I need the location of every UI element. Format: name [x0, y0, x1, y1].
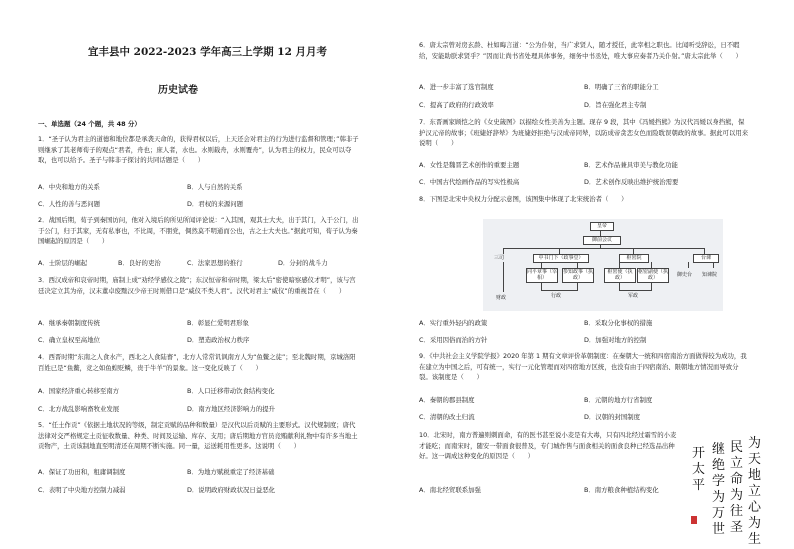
- option: C．确立皇权至高地位: [38, 336, 100, 344]
- calligraphy-column: 开 太 平: [691, 446, 705, 493]
- option: A．士阶层的崛起: [38, 259, 88, 267]
- option: B．良好的吏治: [118, 259, 161, 267]
- diagram-junzheng: 军政: [628, 293, 639, 299]
- diagram-shumifushi: 枢密副使（执政）: [638, 269, 669, 281]
- exam-title: 宜丰县中 2022-2023 学年高三上学期 12 月月考: [88, 46, 328, 58]
- option: C．人性的善与恶问题: [38, 200, 100, 208]
- option: B．彰显仁爱明君形象: [187, 319, 249, 327]
- diagram-shumiyuan: 枢密院: [619, 254, 649, 263]
- right-page: [397, 0, 794, 549]
- diagram-yushitai: 御史台: [677, 272, 693, 278]
- question-1: 1．“圣子认为君主的道德和地位都是承袭天命的，获得君权以后，上天还会对君主的行为进行监督和管理；”韩非子则继承了其老师荀子的观点“君者，舟也；庶人者，水也。水则载舟，水则覆舟”，认为君主的权力，民众可以夺取，也可以给予。圣子与韩非子探讨的共同话题是（ ）: [38, 135, 359, 165]
- option: B．人口迁移带动饮食结构变化: [187, 387, 275, 395]
- option: D．南方地区经济影响力的提升: [187, 405, 275, 413]
- option: A．中央和地方的关系: [38, 183, 100, 191]
- calligraphy-image: [685, 436, 765, 547]
- question-8: 8．下图是北宋中央权力分配示意图，该图集中体现了北宋统治者（ ）: [419, 195, 628, 203]
- option: A．进一步丰富了选官制度: [419, 83, 494, 91]
- option: A．国家经济重心转移至南方: [38, 387, 120, 395]
- diagram-xingzheng: 行政: [551, 293, 562, 299]
- option: C．表明了中央地方控制力减弱: [38, 486, 126, 494]
- question-10: 10．北宋时，南方普遍则刺面命，有的医书甚至说小麦是有大毒，只有四北经过霜雪的小麦才能吃；而南宋时，随安一带面食很普及，专门城作售与面食相关的面食良种已经选品出种好。这一调成这种变化的原因是（ ）: [419, 431, 677, 461]
- calligraphy-column: 民 立 命 为 往 圣: [729, 440, 743, 535]
- diagram-line: [541, 290, 578, 291]
- diagram-line: [577, 282, 578, 290]
- option: A．秦朝的郡县制度: [419, 396, 475, 404]
- diagram-line: [503, 262, 504, 292]
- diagram-taijian: 台谏: [693, 254, 719, 263]
- option: B．明确了三省的职能分工: [584, 83, 659, 91]
- exam-subtitle: 历史试卷: [158, 85, 198, 96]
- option: D．加强对地方的控制: [584, 336, 647, 344]
- option: D．君权的来源问题: [187, 200, 244, 208]
- option: C．法家思想的推行: [187, 259, 243, 267]
- option: D．说明政府财政状况日益恶化: [187, 486, 275, 494]
- question-6: 6．唐太宗曾对房玄龄、杜如晦言道：“公为仆射，当广求贤人，随才授任，此宰相之职也。比闻听受辞讼，日不暇给，安能助朕求贤乎？”因而让尚书省处理具体事务，细务中书丞处，唯大事应奏者乃关仆射。”唐太宗此举（ ）: [419, 41, 742, 60]
- seal-stamp: [691, 516, 697, 524]
- diagram-caizheng: 财政: [496, 295, 507, 301]
- option: C．采用因俗而治的方针: [419, 336, 488, 344]
- option: B．采取分化事权的措施: [584, 319, 653, 327]
- option: A．继承秦朝制度传统: [38, 319, 100, 327]
- option: A．南北经贸联系加强: [419, 486, 481, 494]
- option: D．汉朝的封国制度: [584, 413, 641, 421]
- question-5: 5．“任土作贡”《依据土地状况的等级，制定贡赋的品种和数量）是汉代以后贡赋的主要形式。汉代规制度；唐代法律对交严格规定土贡征收数量、种类、时间及运输、库存、支用；唐后期地方官员竞贿献利礼物中有许多当地土贡物产，土贡该制地直至明清还在周期不断实施。同一量，运送耗用性更多。这说明（ ）: [38, 421, 358, 451]
- diagram-zhongshu: 中书门下（政事堂）: [533, 254, 589, 263]
- question-4: 4．西晋时期“东南之人食水产，西北之人食陆畜”，北方人常常讥讽南方人为“鱼鳖之徒”；至北魏时期，京城洛阳百姓已是“鱼鳖，竞之如鱼蝗贬鳞，贵于牛羊”的景象。这一变化反映了（ ）: [38, 353, 356, 372]
- question-2: 2．战国后期，荀子到秦国访问，他对入境后的所见所闻评论说：“入其国，观其士大夫，出于其门，入于公门，出于公门，归于其家，无有私事也，不比周，不朋党，倜然莫不明通而公也，古之士大夫也。”据此可知，荀子认为秦国崛起的原因是（ ）: [38, 216, 359, 246]
- calligraphy-column: 继 绝 学 为 万 世: [711, 442, 725, 537]
- option: C．中国古代绘画作品的写实性极高: [419, 178, 520, 186]
- diagram-line: [541, 282, 542, 290]
- diagram-sansi: 三司: [494, 255, 505, 261]
- diagram-tongping: 同平章事（宰相）: [527, 269, 558, 281]
- diagram-line: [619, 282, 620, 290]
- section-heading: 一、单选题（24 个题，共 48 分）: [38, 120, 141, 128]
- diagram-line: [651, 282, 652, 290]
- option: C．提高了政府的行政效率: [419, 101, 494, 109]
- option: A．实行重外轻内的政策: [419, 319, 488, 327]
- calligraphy-column: 为 天 地 立 心 为 生: [747, 436, 761, 547]
- diagram-line: [619, 290, 652, 291]
- option: B．元朝的地方行省制度: [584, 396, 653, 404]
- option: D．塑造政治权力秩序: [187, 336, 250, 344]
- option: B．为地方赋税重定了经济基础: [187, 468, 275, 476]
- option: B．南方粮食种植结构变化: [584, 486, 659, 494]
- option: C．北方战乱影响畜牧业发展: [38, 405, 120, 413]
- option: B．艺术作品兼具审美与教化功能: [584, 161, 678, 169]
- option: A．保证了功田和，租庸调制度: [38, 468, 126, 476]
- question-3: 3．西汉成帝和哀帝时期，庙制上成“劝经学感仪之陵”；东汉恒帝和帝时期，梁太后“密使暗察感仪才明”，该与宫廷决定立其为帝，汉末董卓废黜汉少帝王时则借口是“威仪不类人君”。汉代对君主“威仪”的重视旨在（ ）: [38, 276, 356, 295]
- option: D．艺术创作反映出维护统治需要: [584, 178, 679, 186]
- diagram-line: [503, 248, 705, 249]
- diagram-line: [688, 262, 689, 268]
- diagram-line: [713, 262, 714, 268]
- diagram-canzhi: 参知政事（执政）: [563, 269, 594, 281]
- diagram-emperor: 皇帝: [590, 222, 614, 231]
- option: D．旨在强化君主专制: [584, 101, 647, 109]
- question-9: 9．《中共社会主义学院学报》2020 年第 1 期有文章评价革朝制度：在秦朝大一统和四宿南治方面做得较为成功，我在建立为中国之后，可有统一，实行一元化管理而对四宿地方区统，也没有由于四宿南治、限朝地方情况而导致分裂。该制度是（ ）: [419, 352, 747, 382]
- option: A．女性是魏晋艺术创作的重要主题: [419, 161, 520, 169]
- option: B．人与自然的关系: [187, 183, 243, 191]
- diagram-jianyuan: 知谏院: [702, 272, 718, 278]
- option: C．清朝的改土归流: [419, 413, 475, 421]
- power-diagram: [483, 219, 723, 311]
- question-7: 7．东晋画家顾恺之的《女史箴图》以描绘女性美善为主题。现存 9 段，其中《冯媛挡熊》为汉代冯媛以身挡熊，保护汉元帝的故事；《班婕妤辞辇》为班婕妤拒绝与汉成帝同辇，以防成帝贪恋女色而险耽误朝政的故事。据此可以用来说明（ ）: [419, 118, 749, 148]
- option: D．分封的战斗力: [278, 259, 328, 267]
- diagram-shumishi: 枢密使（执政）: [604, 268, 636, 283]
- diagram-council: 御前会议: [583, 236, 621, 245]
